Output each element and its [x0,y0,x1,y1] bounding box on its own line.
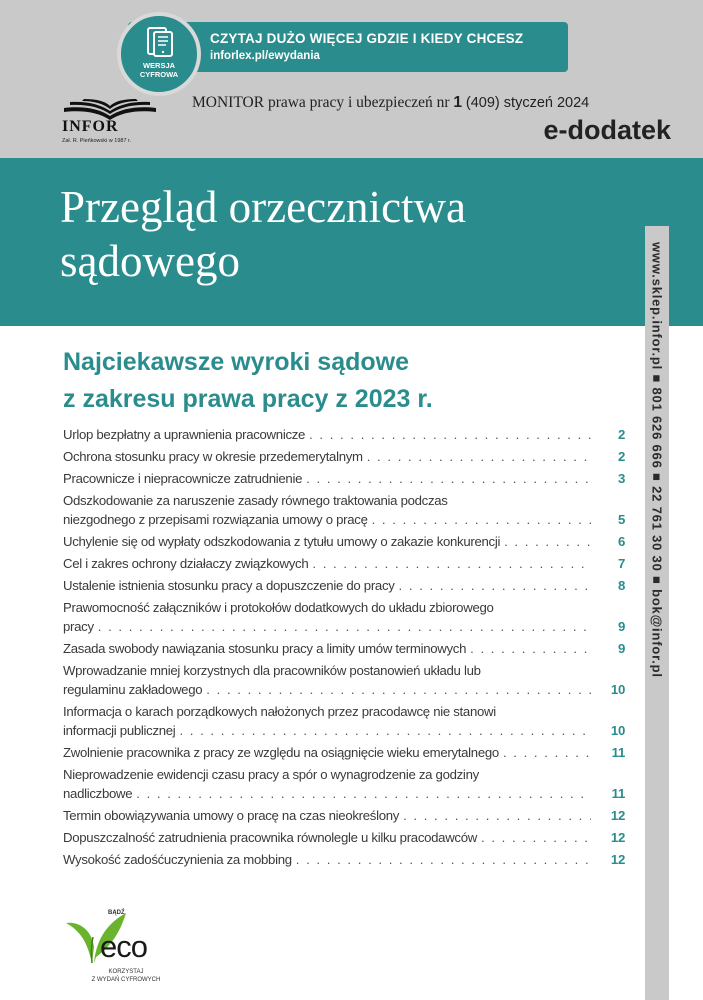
toc-entry[interactable] [63,850,625,869]
toc-entry[interactable] [63,806,625,825]
toc-entry-title: informacji publicznej [63,723,176,738]
toc-entry[interactable] [63,765,625,803]
toc-entry-title: Uchylenie się od wypłaty odszkodowania z tytułu umowy o zakazie konkurencji [63,534,501,549]
monitor-name: MONITOR [192,94,265,111]
eco-caption-line2: Z WYDAŃ CYFROWYCH [91,977,161,983]
toc-entry-title: pracy [63,619,94,634]
toc-entry[interactable] [63,598,625,636]
toc-entry[interactable] [63,828,625,847]
toc-entry[interactable] [63,425,625,444]
toc-entry-title: nadliczbowe [63,786,133,801]
toc-page-number: 11 [611,786,625,801]
toc-entry-title: Zwolnienie pracownika z pracy ze względu na osiągnięcie wieku emerytalnego [63,745,499,760]
toc-page-number: 7 [617,556,625,571]
contact-info[interactable]: www.sklep.infor.pl ■ 801 626 666 ■ 22 761 30 30 ■ bok@infor.pl [649,242,665,678]
toc-page-number: 9 [617,641,625,656]
toc-page-number: 9 [617,619,625,634]
badge-text-line1: WERSJA [142,61,176,70]
toc-entry-lead: Wprowadzanie mniej korzystnych dla pracowników postanowień układu lub [63,663,481,678]
toc-entry-title: Zasada swobody nawiązania stosunku pracy a limity umów terminowych [63,641,467,656]
toc-entry-lead: Odszkodowanie za naruszenie zasady równego traktowania podczas [63,493,448,508]
publisher-subtext: Zał. R. Pieńkowski w 1987 r. [62,138,132,144]
toc-page-number: 3 [617,471,625,486]
eco-logo [56,903,176,993]
eco-caption [76,968,176,984]
banner-headline: CZYTAJ DUŻO WIĘCEJ GDZIE I KIEDY CHCESZ [210,31,524,46]
toc-entry[interactable] [63,532,625,551]
toc-entry-title: Cel i zakres ochrony działaczy związkowych [63,556,309,571]
toc-entry[interactable] [63,702,625,740]
toc-entry[interactable] [63,469,625,488]
toc-entry[interactable] [63,447,625,466]
badge-text-line2: CYFROWA [139,70,179,79]
toc-page-number: 2 [617,449,625,464]
toc-entry-title: Wysokość zadośćuczynienia za mobbing [63,852,292,867]
page-title: Przegląd orzecznictwa sądowego [60,182,467,286]
toc-entry-title: Pracownicze i niepracownicze zatrudnienie [63,471,303,486]
toc-page-number: 2 [617,427,625,442]
toc-entry[interactable] [63,491,625,529]
eco-word: eco [100,929,147,964]
toc-entry-title: niezgodnego z przepisami rozwiązania umowy o pracę [63,512,368,527]
toc-entry-title: Termin obowiązywania umowy o pracę na czas nieokreślony [63,808,400,823]
toc-page-number: 11 [611,745,625,760]
section-heading-line2: z zakresu prawa pracy z 2023 r. [63,385,433,413]
banner-link[interactable]: inforlex.pl/ewydania [210,50,320,62]
toc-entry-title: Dopuszczalność zatrudnienia pracownika równolegle u kilku pracodawców [63,830,477,845]
publisher-name: INFOR [62,118,119,135]
issue-number: 1 [453,94,463,111]
section-heading [63,344,433,418]
digital-version-badge [117,12,201,96]
toc-page-number: 12 [610,808,625,823]
toc-entry[interactable] [63,554,625,573]
toc-page-number: 10 [610,723,625,738]
toc-page-number: 10 [610,682,625,697]
toc-page-number: 12 [610,852,625,867]
toc-entry-title: Ustalenie istnienia stosunku pracy a dopuszczenie do pracy [63,578,395,593]
table-of-contents [63,425,625,872]
toc-entry[interactable] [63,743,625,762]
toc-entry-lead: Prawomocność załączników i protokołów dodatkowych do układu zbiorowego [63,600,494,615]
toc-page-number: 6 [617,534,625,549]
toc-entry-title: regulaminu zakładowego [63,682,203,697]
eco-prefix: BĄDŹ [108,910,125,916]
monitor-tail: prawa pracy i ubezpieczeń nr [267,94,450,111]
toc-page-number: 8 [617,578,625,593]
toc-entry-lead: Nieprowadzenie ewidencji czasu pracy a spór o wynagrodzenie za godziny [63,767,479,782]
contact-sidebar [645,226,669,1000]
infor-logo [58,98,160,148]
supplement-label: e-dodatek [543,115,671,145]
toc-entry[interactable] [63,639,625,658]
section-heading-line1: Najciekawsze wyroki sądowe [63,348,410,376]
toc-entry-title: Urlop bezpłatny a uprawnienia pracownicze [63,427,306,442]
toc-page-number: 5 [617,512,625,527]
issue-date: (409) styczeń 2024 [465,95,590,111]
toc-entry[interactable] [63,576,625,595]
toc-entry-title: Ochrona stosunku pracy w okresie przedemerytalnym [63,449,363,464]
toc-entry-lead: Informacja o karach porządkowych nałożonych przez pracodawcę nie stanowi [63,704,496,719]
tablet-icon [145,26,175,58]
issue-line [192,94,589,112]
eco-caption-line1: KORZYSTAJ [108,969,144,975]
toc-page-number: 12 [610,830,625,845]
toc-entry[interactable] [63,661,625,699]
